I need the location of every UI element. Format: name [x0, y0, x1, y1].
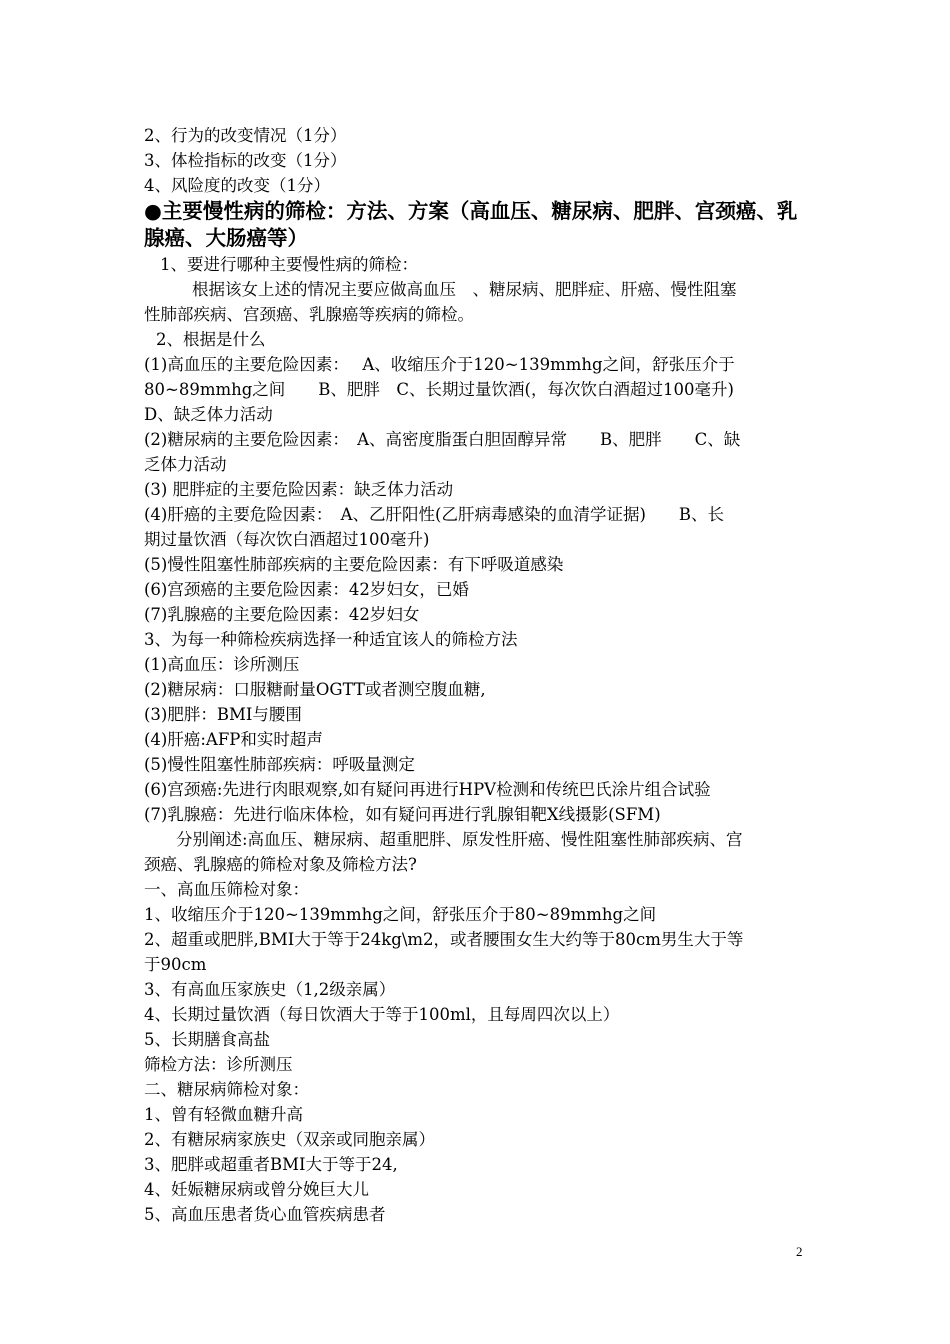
risk-factor-line: 乏体力活动	[144, 455, 227, 474]
screening-method-line: (5)慢性阻塞性肺部疾病：呼吸量测定	[144, 755, 415, 774]
subsection-title: 一、高血压筛检对象：	[144, 880, 309, 899]
list-item: 1、曾有轻微血糖升高	[144, 1105, 303, 1124]
risk-factor-line: (5)慢性阻塞性肺部疾病的主要危险因素：有下呼吸道感染	[144, 555, 564, 574]
document-page	[144, 123, 816, 1227]
text-line: 2、行为的改变情况（1分）	[144, 126, 347, 145]
list-item: 5、高血压患者货心血管疾病患者	[144, 1205, 386, 1224]
section-heading: 腺癌、大肠癌等）	[144, 226, 308, 250]
screening-method: 筛检方法：诊所测压	[144, 1055, 293, 1074]
screening-method-line: (7)乳腺癌：先进行临床体检，如有疑问再进行乳腺钼靶X线摄影(SFM)	[144, 805, 661, 824]
answer-line: 性肺部疾病、宫颈癌、乳腺癌等疾病的筛检。	[144, 305, 474, 324]
risk-factor-line: (1)高血压的主要危险因素： A、收缩压介于120~139mmhg之间，舒张压介于	[144, 355, 735, 374]
list-item: 于90cm	[144, 955, 207, 974]
subsection-title: 二、糖尿病筛检对象：	[144, 1080, 309, 1099]
screening-method-line: (1)高血压：诊所测压	[144, 655, 300, 674]
risk-factor-line: (3) 肥胖症的主要危险因素：缺乏体力活动	[144, 480, 454, 499]
risk-factor-line: (2)糖尿病的主要危险因素： A、高密度脂蛋白胆固醇异常 B、肥胖 C、缺	[144, 430, 741, 449]
risk-factor-line: (6)宫颈癌的主要危险因素：42岁妇女，已婚	[144, 580, 469, 599]
list-item: 2、超重或肥胖,BMI大于等于24kg\m2，或者腰围女生大约等于80cm男生大于等	[144, 930, 744, 949]
answer-line: 根据该女上述的情况主要应做高血压 、糖尿病、肥胖症、肝癌、慢性阻塞	[192, 280, 737, 299]
risk-factor-line: (7)乳腺癌的主要危险因素：42岁妇女	[144, 605, 420, 624]
list-item: 2、有糖尿病家族史（双亲或同胞亲属）	[144, 1130, 435, 1149]
list-item: 5、长期膳食高盐	[144, 1030, 270, 1049]
page-number: 2	[796, 1244, 803, 1259]
section-heading: ●主要慢性病的筛检：方法、方案（高血压、糖尿病、肥胖、宫颈癌、乳	[144, 199, 798, 223]
list-item: 4、长期过量饮酒（每日饮酒大于等于100ml，且每周四次以上）	[144, 1005, 620, 1024]
risk-factor-line: 80~89mmhg之间 B、肥胖 C、长期过量饮酒(，每次饮白酒超过100毫升)	[144, 380, 734, 399]
intro-line: 分别阐述:高血压、糖尿病、超重肥胖、原发性肝癌、慢性阻塞性肺部疾病、宫	[176, 830, 743, 849]
list-item: 3、有高血压家族史（1,2级亲属）	[144, 980, 396, 999]
intro-line: 颈癌、乳腺癌的筛检对象及筛检方法?	[144, 855, 417, 874]
text-line: 3、体检指标的改变（1分）	[144, 151, 347, 170]
screening-method-line: (2)糖尿病：口服糖耐量OGTT或者测空腹血糖,	[144, 680, 486, 699]
screening-method-line: (6)宫颈癌:先进行肉眼观察,如有疑问再进行HPV检测和传统巴氏涂片组合试验	[144, 780, 711, 799]
list-item: 1、收缩压介于120~139mmhg之间，舒张压介于80~89mmhg之间	[144, 905, 657, 924]
screening-method-line: (3)肥胖：BMI与腰围	[144, 705, 302, 724]
risk-factor-line: 期过量饮酒（每次饮白酒超过100毫升)	[144, 530, 430, 549]
screening-method-line: (4)肝癌:AFP和实时超声	[144, 730, 323, 749]
question-title: 2、根据是什么	[156, 330, 266, 349]
risk-factor-line: (4)肝癌的主要危险因素： A、乙肝阳性(乙肝病毒感染的血清学证据) B、长	[144, 505, 725, 524]
list-item: 3、肥胖或超重者BMI大于等于24,	[144, 1155, 398, 1174]
risk-factor-line: D、缺乏体力活动	[144, 405, 273, 424]
question-title: 1、要进行哪种主要慢性病的筛检：	[160, 255, 418, 274]
list-item: 4、妊娠糖尿病或曾分娩巨大儿	[144, 1180, 369, 1199]
question-title: 3、为每一种筛检疾病选择一种适宜该人的筛检方法	[144, 630, 518, 649]
text-line: 4、风险度的改变（1分）	[144, 176, 330, 195]
